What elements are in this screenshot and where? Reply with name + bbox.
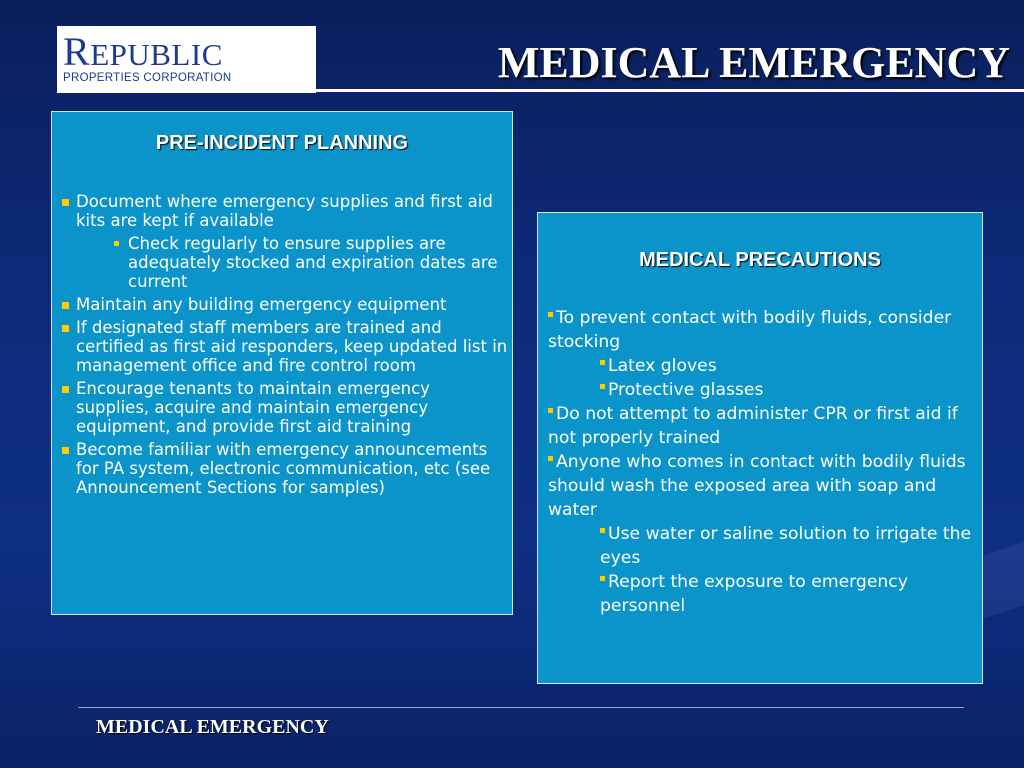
logo-subtitle: PROPERTIES CORPORATION xyxy=(63,72,232,84)
square-bullet-icon xyxy=(62,447,69,454)
list-item-text: Document where emergency supplies and first aid kits are kept if available xyxy=(76,192,493,230)
square-bullet-icon xyxy=(600,384,605,389)
pre-incident-planning-panel xyxy=(51,111,513,615)
list-item xyxy=(62,295,508,314)
square-bullet-icon xyxy=(62,199,69,206)
sub-list-item-text: Use water or saline solution to irrigate the eyes xyxy=(600,524,972,568)
list-item xyxy=(62,192,508,291)
logo-name: EPUBLIC xyxy=(90,37,223,72)
logo-initial: R xyxy=(63,29,91,74)
list-item-text: Do not attempt to administer CPR or first aid if not properly trained xyxy=(548,404,958,448)
sub-list-item-text: Latex gloves xyxy=(608,356,717,376)
sub-list-item xyxy=(548,354,976,378)
list-item-text: Encourage tenants to maintain emergency supplies, acquire and maintain emergency equipment, and provide first aid training xyxy=(76,379,430,436)
sub-list-item-text: Protective glasses xyxy=(608,380,764,400)
sub-list-item xyxy=(548,522,976,570)
list-item xyxy=(548,402,976,450)
list-item xyxy=(62,318,508,375)
square-bullet-icon xyxy=(600,360,605,365)
square-bullet-icon xyxy=(600,576,605,581)
list-item xyxy=(62,440,508,497)
list-item-text: If designated staff members are trained and certified as first aid responders, keep updated list in management office and fire control room xyxy=(76,318,508,375)
list-item-text: Anyone who comes in contact with bodily fluids should wash the exposed area with soap and water xyxy=(548,452,966,520)
title-underline xyxy=(316,89,1024,92)
square-bullet-icon xyxy=(600,528,605,533)
company-logo xyxy=(57,26,316,93)
sub-list-item-text: Report the exposure to emergency personnel xyxy=(600,572,908,616)
sub-list-item xyxy=(548,378,976,402)
square-bullet-icon xyxy=(62,325,69,332)
list-item-text: To prevent contact with bodily fluids, consider stocking xyxy=(548,308,952,352)
sub-list-item xyxy=(548,570,976,618)
square-bullet-icon xyxy=(548,408,553,413)
pre-incident-list xyxy=(62,192,508,501)
square-bullet-icon xyxy=(62,302,69,309)
panel-heading-precautions: MEDICAL PRECAUTIONS xyxy=(639,249,881,271)
slide-title: MEDICAL EMERGENCY xyxy=(497,38,1010,87)
footer-divider xyxy=(78,707,964,708)
medical-precautions-panel xyxy=(537,212,983,684)
footer-title: MEDICAL EMERGENCY xyxy=(96,716,329,738)
list-item xyxy=(548,306,976,354)
logo-wordmark xyxy=(63,29,223,74)
sub-list-item-text: Check regularly to ensure supplies are adequately stocked and expiration dates are current xyxy=(128,234,498,291)
sub-list xyxy=(76,234,508,291)
square-bullet-icon xyxy=(548,456,553,461)
panel-heading-pre-incident: PRE-INCIDENT PLANNING xyxy=(155,132,409,154)
list-item-text: Maintain any building emergency equipment xyxy=(76,295,447,314)
square-bullet-icon xyxy=(114,241,119,246)
square-bullet-icon xyxy=(548,312,553,317)
list-item xyxy=(62,379,508,436)
list-item xyxy=(548,450,976,522)
precautions-list xyxy=(548,306,976,618)
square-bullet-icon xyxy=(62,386,69,393)
list-item-text: Become familiar with emergency announcements for PA system, electronic communication, etc (see Announcement Sections for samples) xyxy=(76,440,491,497)
sub-list-item xyxy=(114,234,508,291)
